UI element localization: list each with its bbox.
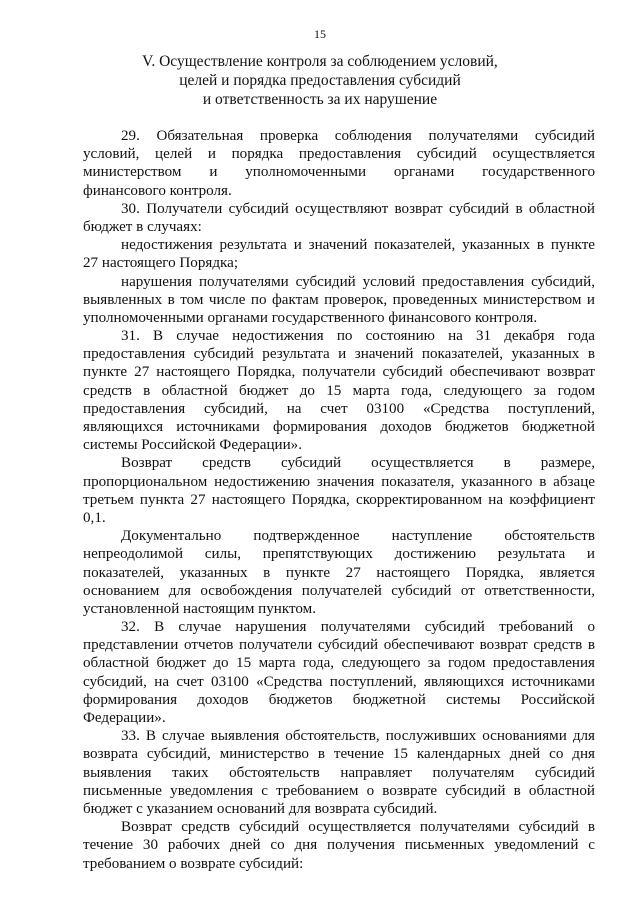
paragraph-line: выявления таких обстоятельств направляет получателям субсидий (83, 764, 595, 781)
paragraph-line: 29. Обязательная проверка соблюдения получателями субсидий (121, 128, 595, 144)
paragraph (83, 236, 595, 272)
paragraph-line: представлении отчетов получатели субсидий обеспечивают возврат средств в (83, 637, 595, 654)
paragraph-line: Федерации». (83, 710, 166, 726)
paragraph-line: пункте 27 настоящего Порядка, получатели субсидий обеспечивают возврат (83, 364, 595, 381)
paragraph-line: нарушения получателями субсидий условий предоставления субсидий, (121, 273, 595, 290)
paragraph-line: средств в областной бюджет до 15 марта года, следующего за годом (83, 382, 595, 399)
paragraph-line: являющихся источниками формирования доходов бюджетов бюджетной (83, 419, 595, 435)
paragraph-line: 0,1. (83, 509, 106, 526)
section-title-line: и ответственность за их нарушение (202, 91, 438, 108)
paragraph-line: выявленных в том числе по фактам проверок, проведенных министерством и (83, 291, 595, 308)
paragraph-line: бюджет с указанием оснований для возврата субсидий. (83, 800, 438, 817)
paragraph-line: 30. Получатели субсидий осуществляют возврат субсидий в областной (121, 200, 595, 217)
paragraph-line: течение 30 рабочих дней со дня получения письменных уведомлений с (83, 837, 595, 854)
page-number: 15 (314, 27, 326, 41)
paragraph (83, 727, 595, 818)
paragraph-line: формирования доходов бюджетов бюджетной системы Российской (83, 691, 595, 708)
paragraph (83, 454, 595, 527)
paragraph-line: основанием для освобождения получателей субсидий от ответственности, (83, 582, 595, 599)
paragraph (83, 200, 595, 236)
paragraph-line: недостижения результата и значений показателей, указанных в пункте (121, 237, 595, 254)
paragraph-line: финансового контроля. (83, 182, 232, 199)
paragraph-line: Документально подтвержденное наступление обстоятельств (121, 528, 595, 545)
paragraph-line: уполномоченными органами государственного финансового контроля. (83, 309, 538, 326)
paragraph-line: субсидий, на счет 03100 «Средства поступлений, являющихся источниками (83, 673, 595, 690)
paragraph-line: требованием о возврате субсидий: (83, 855, 304, 872)
document-body (83, 127, 595, 873)
paragraph (83, 327, 595, 454)
paragraph-line: 27 настоящего Порядка; (83, 255, 239, 272)
paragraph (83, 618, 595, 727)
paragraph (83, 527, 595, 618)
paragraph-line: показателей, указанных в пункте 27 настоящего Порядка, является (83, 564, 595, 581)
section-title (60, 52, 580, 109)
paragraph (83, 818, 595, 873)
paragraph-line: пропорциональном недостижению значения показателя, указанного в абзаце (83, 473, 595, 490)
paragraph (83, 127, 595, 200)
paragraph-line: 32. В случае нарушения получателями субсидий требований о (121, 619, 595, 636)
paragraph-line: министерством и уполномоченными органами государственного (83, 164, 595, 181)
paragraph-line: Возврат средств субсидий осуществляется получателями субсидий в (121, 819, 595, 836)
paragraph-line: областной бюджет до 15 марта года, следующего за годом предоставления (83, 655, 595, 672)
section-title-line: V. Осуществление контроля за соблюдением условий, (142, 53, 498, 70)
section-title-line: целей и порядка предоставления субсидий (179, 72, 461, 89)
paragraph-line: бюджет в случаях: (83, 218, 202, 235)
paragraph-line: возврата субсидий, министерство в течение 15 календарных дней со дня (83, 746, 595, 763)
paragraph-line: 31. В случае недостижения по состоянию на 31 декабря года (121, 328, 595, 345)
paragraph-line: Возврат средств субсидий осуществляется в размере, (121, 455, 595, 472)
paragraph-line: установленной настоящим пунктом. (83, 600, 316, 617)
paragraph-line: письменные уведомления с требованием о возврате субсидий в областной (83, 782, 595, 799)
paragraph-line: третьем пункта 27 настоящего Порядка, скорректированном на коэффициент (83, 491, 595, 508)
paragraph-line: 33. В случае выявления обстоятельств, послуживших основаниями для (121, 728, 595, 745)
paragraph-line: предоставления субсидий результата и значений показателей, указанных в (83, 346, 595, 363)
paragraph-line: системы Российской Федерации». (83, 437, 302, 454)
paragraph (83, 273, 595, 328)
paragraph-line: условий, целей и порядка предоставления субсидий осуществляется (83, 146, 595, 163)
paragraph-line: непреодолимой силы, препятствующих достижению результата и (83, 546, 595, 563)
paragraph-line: предоставления субсидий, на счет 03100 «Средства поступлений, (83, 400, 595, 417)
